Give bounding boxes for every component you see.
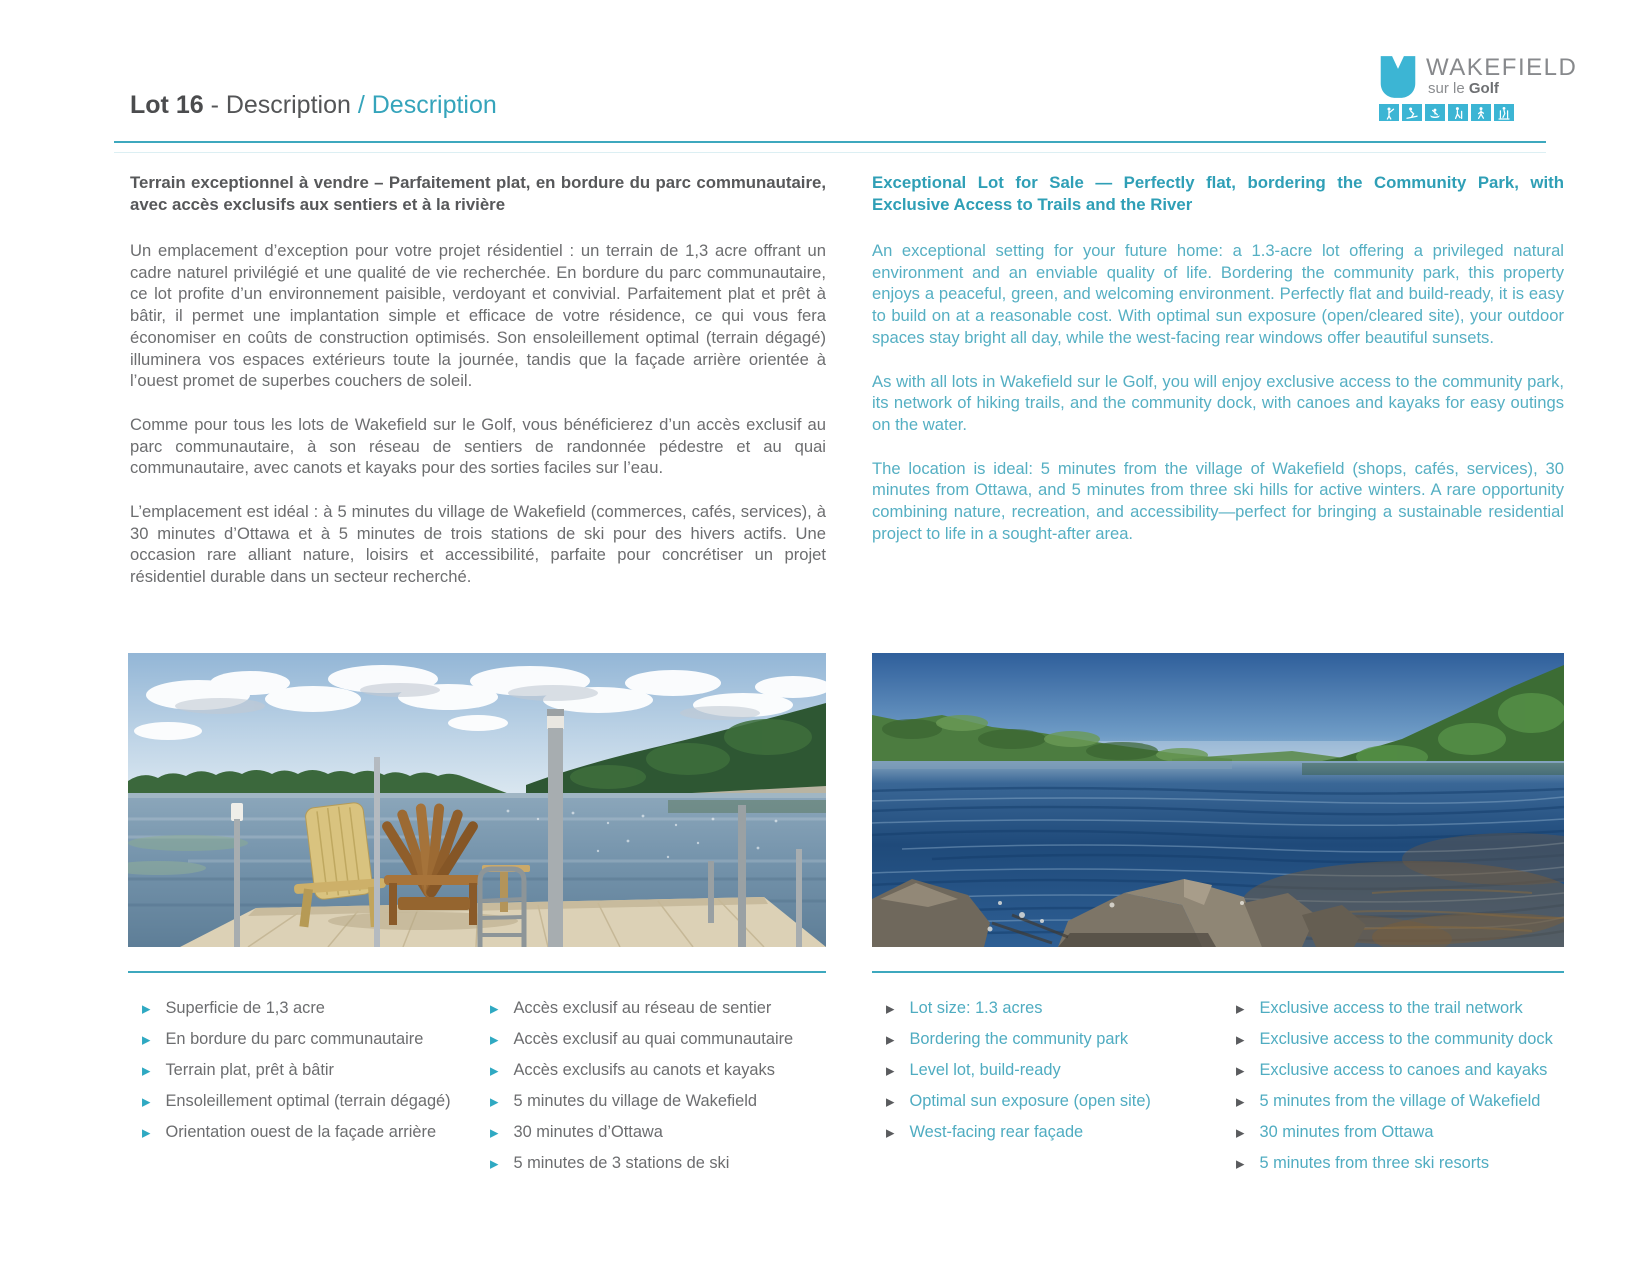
hiking-icon <box>1448 104 1468 121</box>
feature-item: ▶ Exclusive access to the trail network <box>1236 999 1553 1020</box>
cross-country-ski-icon <box>1494 104 1514 121</box>
feature-item: ▶ Exclusive access to canoes and kayaks <box>1236 1061 1553 1082</box>
english-features-list-left <box>886 999 1151 1154</box>
feature-item: ▶ Accès exclusifs au canots et kayaks <box>490 1061 793 1082</box>
french-features-list-right <box>490 999 793 1185</box>
bullet-arrow-icon: ▶ <box>1236 1065 1245 1078</box>
header-divider <box>114 141 1546 143</box>
english-paragraph: The location is ideal: 5 minutes from the village of Wakefield (shops, cafés, services), 30 minutes from Ottawa, and 5 minutes from three ski hills for active winters. A rare opportunity combining nature, recreation, and accessibility—perfect for bringing a sustainable residential project to life in a sought-after area. <box>872 458 1564 543</box>
bullet-arrow-icon: ▶ <box>886 1003 895 1016</box>
bullet-arrow-icon: ▶ <box>886 1127 895 1140</box>
feature-item: ▶ Lot size: 1.3 acres <box>886 999 1151 1020</box>
wakefield-w-icon <box>1378 52 1418 102</box>
feature-item: ▶ Accès exclusif au réseau de sentier <box>490 999 793 1020</box>
page-title <box>130 90 497 120</box>
bullet-arrow-icon: ▶ <box>886 1034 895 1047</box>
english-column <box>872 172 1564 566</box>
river-photo <box>872 653 1564 947</box>
feature-item: ▶ Bordering the community park <box>886 1030 1151 1051</box>
feature-item: ▶ Exclusive access to the community dock <box>1236 1030 1553 1051</box>
bullet-arrow-icon: ▶ <box>1236 1158 1245 1171</box>
english-paragraph: As with all lots in Wakefield sur le Golf, you will enjoy exclusive access to the community park, its network of hiking trails, and the community dock, with canoes and kayaks for easy outings on the water. <box>872 371 1564 434</box>
feature-item: ▶ 5 minutes from the village of Wakefield <box>1236 1092 1553 1113</box>
bullet-arrow-icon: ▶ <box>490 1003 499 1016</box>
english-paragraph: An exceptional setting for your future home: a 1.3-acre lot offering a privileged natural environment and an enviable quality of life. Bordering the community park, this property enjoys a peaceful, green, and welcoming environment. Perfectly flat and build-ready, it is easy to build on at a reasonable cost. With optimal sun exposure (open/cleared site), your outdoor spaces stay bright all day, while the west-facing rear windows offer beautiful sunsets. <box>872 241 1564 347</box>
bullet-arrow-icon: ▶ <box>142 1065 151 1078</box>
downhill-ski-icon <box>1402 104 1422 121</box>
feature-item: ▶ 5 minutes from three ski resorts <box>1236 1154 1553 1175</box>
activity-icons <box>1379 104 1514 121</box>
english-features-divider <box>872 971 1564 973</box>
english-heading: Exceptional Lot for Sale — Perfectly flat, bordering the Community Park, with Exclusive Access to Trails and the River <box>872 173 1564 214</box>
english-features-list-right <box>1236 999 1553 1185</box>
bullet-arrow-icon: ▶ <box>1236 1003 1245 1016</box>
lot-number: Lot 16 <box>130 91 204 119</box>
brand-tagline: sur le Golf <box>1428 80 1499 97</box>
bullet-arrow-icon: ▶ <box>1236 1096 1245 1109</box>
feature-item: ▶ Orientation ouest de la façade arrière <box>142 1123 451 1144</box>
feature-item: ▶ Terrain plat, prêt à bâtir <box>142 1061 451 1082</box>
bullet-arrow-icon: ▶ <box>1236 1034 1245 1047</box>
header-divider-echo <box>114 152 1546 153</box>
canoe-icon <box>1425 104 1445 121</box>
dock-photo <box>128 653 826 947</box>
feature-item: ▶ West-facing rear façade <box>886 1123 1151 1144</box>
bullet-arrow-icon: ▶ <box>1236 1127 1245 1140</box>
feature-item: ▶ 5 minutes de 3 stations de ski <box>490 1154 793 1175</box>
feature-item: ▶ Ensoleillement optimal (terrain dégagé) <box>142 1092 451 1113</box>
bullet-arrow-icon: ▶ <box>886 1065 895 1078</box>
feature-item: ▶ 5 minutes du village de Wakefield <box>490 1092 793 1113</box>
french-paragraph: Comme pour tous les lots de Wakefield sur le Golf, vous bénéficierez d’un accès exclusif au parc communautaire, à son réseau de sentiers de randonnée pédestre et au quai communautaire, avec canots et kayaks pour des sorties faciles sur l’eau. <box>130 414 826 478</box>
french-paragraph: L’emplacement est idéal : à 5 minutes du village de Wakefield (commerces, cafés, services), à 30 minutes d’Ottawa et à 5 minutes de trois stations de ski pour des hivers actifs. Une occasion rare alliant nature, loisirs et accessibilité, parfaite pour concrétiser un projet résidentiel durable dans un secteur recherché. <box>130 502 826 587</box>
brand-logo <box>1378 46 1578 122</box>
feature-item: ▶ 30 minutes from Ottawa <box>1236 1123 1553 1144</box>
feature-item: ▶ Level lot, build-ready <box>886 1061 1151 1082</box>
bullet-arrow-icon: ▶ <box>142 1034 151 1047</box>
french-features-divider <box>128 971 826 973</box>
bullet-arrow-icon: ▶ <box>490 1065 499 1078</box>
feature-item: ▶ En bordure du parc communautaire <box>142 1030 451 1051</box>
brand-name: WAKEFIELD <box>1426 54 1578 81</box>
feature-item: ▶ 30 minutes d’Ottawa <box>490 1123 793 1144</box>
bullet-arrow-icon: ▶ <box>490 1158 499 1171</box>
feature-item: ▶ Superficie de 1,3 acre <box>142 999 451 1020</box>
feature-item: ▶ Accès exclusif au quai communautaire <box>490 1030 793 1051</box>
bullet-arrow-icon: ▶ <box>490 1127 499 1140</box>
french-paragraph: Un emplacement d’exception pour votre projet résidentiel : un terrain de 1,3 acre offrant un cadre naturel privilégié et une qualité de vie recherchée. En bordure du parc communautaire, ce lot profite d’un environnement paisible, verdoyant et convivial. Parfaitement plat et prêt à bâtir, il permet une implantation simple et efficace de votre résidence, ce qui vous fera économiser en coûts de construction optimisés. Son ensoleillement optimal (terrain dégagé) illuminera vos espaces extérieurs toute la journée, tandis que la façade arrière orientée à l’ouest promet de superbes couchers de soleil. <box>130 241 826 391</box>
bullet-arrow-icon: ▶ <box>886 1096 895 1109</box>
bullet-arrow-icon: ▶ <box>142 1003 151 1016</box>
french-features-list-left <box>142 999 451 1154</box>
bullet-arrow-icon: ▶ <box>142 1096 151 1109</box>
french-heading: Terrain exceptionnel à vendre – Parfaitement plat, en bordure du parc communautaire, avec accès exclusifs aux sentiers et à la rivière <box>130 173 826 214</box>
title-french: - Description <box>203 91 358 119</box>
french-column <box>130 172 826 610</box>
bullet-arrow-icon: ▶ <box>490 1034 499 1047</box>
bullet-arrow-icon: ▶ <box>490 1096 499 1109</box>
golf-icon <box>1379 104 1399 121</box>
bullet-arrow-icon: ▶ <box>142 1127 151 1140</box>
walking-icon <box>1471 104 1491 121</box>
title-english: / Description <box>357 91 497 119</box>
feature-item: ▶ Optimal sun exposure (open site) <box>886 1092 1151 1113</box>
